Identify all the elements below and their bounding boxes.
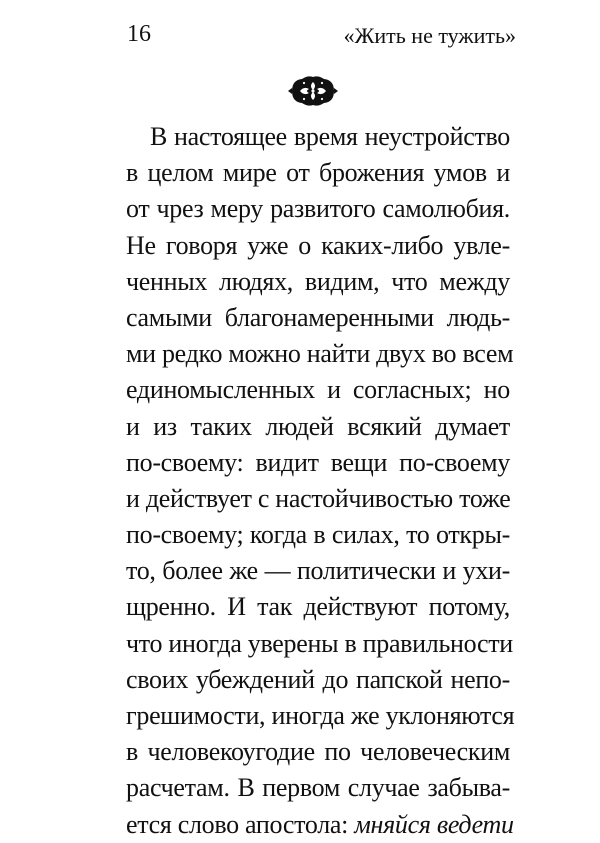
text-line: грешимости, иногда же уклоняются [126,701,515,730]
text-line: единомысленных и согласных; но [126,375,510,405]
text-line: по-своему; когда в силах, то откры- [126,520,510,550]
text-line: Не говоря уже о каких-либо увле- [126,230,510,260]
italic-quote: мняйся ведети [354,809,514,839]
text-line: то, более же — политически и ухи- [126,556,510,586]
text-line: что иногда уверены в правильности [126,628,513,658]
page-number: 16 [127,21,151,47]
decorative-ornament-icon [288,74,338,108]
text-line: расчетам. В первом случае забыва- [126,773,510,803]
text-line: и из таких людей всякий думает [126,411,510,441]
text-line: В настоящее время неустройство [150,122,510,151]
text-line: ми редко можно найти двух во всем [126,339,514,369]
text-line: в человекоугодие по человеческим [126,737,510,767]
text-line: по-своему: видит вещи по-своему [126,447,510,477]
text-line: щренно. И так действуют потому, [126,592,510,622]
text-line-last [126,807,514,843]
text-line: ченных людях, видим, что между [126,266,510,296]
running-title: «Жить не тужить» [343,23,516,48]
text-line: самыми благонамеренными людь- [126,302,510,332]
text-line: в целом мире от брожения умов и [126,158,510,188]
text-line: своих убеждений до папской непо- [126,664,510,694]
text-line: от чрез меру развитого самолюбия. [126,194,510,224]
body-text [126,119,515,843]
text-fragment: ется слово апостола: [126,809,355,839]
text-line: и действует с настойчивостью тоже [126,483,511,513]
